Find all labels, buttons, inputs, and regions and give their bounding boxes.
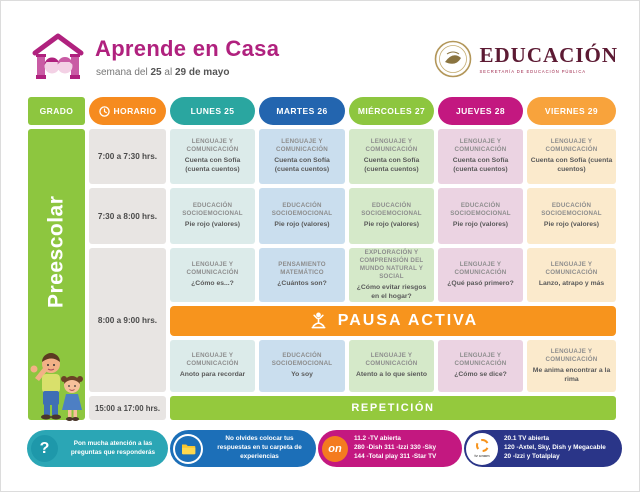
- subtitle-part: semana del: [96, 67, 151, 78]
- cell-subject: LENGUAJE Y COMUNICACIÓN: [545, 347, 598, 363]
- cell-subject: EDUCACIÓN SOCIOEMOCIONAL: [450, 202, 511, 218]
- cell-martes-800a: [259, 248, 345, 302]
- tip-questions-pill: [27, 430, 168, 467]
- cell-topic: ¿Cómo se dice?: [454, 371, 507, 379]
- horario-header: [89, 97, 166, 125]
- sep-tagline: SECRETARÍA DE EDUCACIÓN PÚBLICA: [479, 68, 586, 74]
- cell-martes-730: [259, 188, 345, 244]
- cell-topic: Yo soy: [291, 371, 313, 379]
- channel-once-lines: [348, 435, 442, 462]
- cell-lunes-730: [170, 188, 255, 244]
- channel-line: 20 -Izzi y Totalplay: [504, 452, 560, 460]
- cell-topic: Cuenta con Sofía (cuenta cuentos): [452, 157, 509, 174]
- cell-subject: LENGUAJE Y COMUNICACIÓN: [545, 261, 598, 277]
- cell-topic: ¿Cuántos son?: [277, 280, 327, 288]
- tip-folder-pill: [170, 430, 316, 467]
- cell-subject: LENGUAJE Y COMUNICACIÓN: [454, 261, 507, 277]
- sep-wordmark: EDUCACIÓN: [479, 42, 618, 67]
- cell-subject: LENGUAJE Y COMUNICACIÓN: [545, 138, 598, 154]
- channel-once-pill: [318, 430, 462, 467]
- cell-jueves-700: [438, 129, 523, 184]
- cell-topic: Cuenta con Sofía (cuenta cuentos): [530, 157, 613, 174]
- cell-martes-800b: [259, 340, 345, 392]
- sep-educacion-logo: [434, 40, 618, 78]
- cell-jueves-730: [438, 188, 523, 244]
- week-subtitle: [96, 67, 229, 78]
- cell-subject: LENGUAJE Y COMUNICACIÓN: [454, 352, 507, 368]
- cell-miercoles-730: [349, 188, 434, 244]
- day-header-miercoles: MIÉRCOLES 27: [349, 97, 434, 125]
- tip-questions-text: Pon mucha atención a las preguntas que responderás: [70, 439, 156, 456]
- once-ninos-logo: on: [322, 436, 348, 462]
- grade-column-preescolar: [28, 129, 85, 420]
- grade-name: Preescolar: [44, 195, 68, 309]
- cell-subject: LENGUAJE Y COMUNICACIÓN: [276, 138, 328, 154]
- cell-miercoles-700: [349, 129, 434, 184]
- cell-topic: Cuenta con Sofía (cuenta cuentos): [363, 157, 420, 174]
- cell-viernes-800b: [527, 340, 616, 392]
- cell-martes-700: [259, 129, 345, 184]
- cell-subject: PENSAMIENTO MATEMÁTICO: [278, 261, 326, 277]
- tv-unam-logo: [466, 433, 498, 465]
- cell-topic: Pie rojo (valores): [543, 221, 600, 229]
- cell-subject: LENGUAJE Y COMUNICACIÓN: [186, 261, 239, 277]
- cell-subject: LENGUAJE Y COMUNICACIÓN: [454, 138, 507, 154]
- cell-subject: EDUCACIÓN SOCIOEMOCIONAL: [271, 202, 333, 218]
- pausa-activa-label: PAUSA ACTIVA: [337, 312, 479, 329]
- cell-topic: Cuenta con Sofía (cuenta cuentos): [184, 157, 241, 174]
- cell-subject: LENGUAJE Y COMUNICACIÓN: [365, 352, 418, 368]
- clock-icon: [99, 106, 110, 117]
- cell-topic: ¿Qué pasó primero?: [447, 280, 514, 288]
- cell-topic: Anoto para recordar: [179, 371, 246, 379]
- day-header-viernes: VIERNES 29: [527, 97, 616, 125]
- cell-topic: Pie rojo (valores): [274, 221, 330, 229]
- cell-subject: EDUCACIÓN SOCIOEMOCIONAL: [361, 202, 422, 218]
- time-slot-730: 7:30 a 8:00 hrs.: [89, 188, 166, 244]
- tip-folder-text: No olvides colocar tus respuestas en tu carpeta de experiencias: [217, 435, 302, 460]
- time-slot-1500: 15:00 a 17:00 hrs.: [89, 396, 166, 420]
- horario-label: HORARIO: [113, 106, 157, 116]
- children-illustration: [25, 348, 89, 422]
- cell-topic: Pie rojo (valores): [363, 221, 420, 229]
- cell-miercoles-800a: [349, 248, 434, 302]
- cell-subject: LENGUAJE Y COMUNICACIÓN: [186, 352, 239, 368]
- channel-tvunam-pill: [464, 430, 622, 467]
- subtitle-date-start: 25: [150, 67, 162, 78]
- subtitle-date-end: 29 de mayo: [174, 67, 230, 78]
- cell-lunes-800b: [170, 340, 255, 392]
- channel-line: 280 -Dish 311 -Izzi 330 -Sky: [354, 444, 437, 452]
- cell-viernes-730: [527, 188, 616, 244]
- cell-topic: Lanzo, atrapo y más: [538, 280, 605, 288]
- channel-tvunam-lines: [498, 435, 612, 462]
- footer-bar: [27, 430, 622, 467]
- question-icon: ?: [31, 435, 58, 462]
- repeticion-banner: REPETICIÓN: [170, 396, 616, 420]
- day-header-martes: MARTES 26: [259, 97, 345, 125]
- cell-lunes-800a: [170, 248, 255, 302]
- pausa-activa-banner: [170, 306, 616, 336]
- cell-topic: Pie rojo (valores): [452, 221, 509, 229]
- cell-subject: EDUCACIÓN SOCIOEMOCIONAL: [541, 202, 602, 218]
- cell-jueves-800b: [438, 340, 523, 392]
- cell-topic: Me anima encontrar a la rima: [532, 366, 611, 383]
- page-title: Aprende en Casa: [95, 36, 280, 61]
- cell-viernes-800a: [527, 248, 616, 302]
- tv-unam-logo-text: tv unam: [474, 453, 490, 458]
- subtitle-part: al: [161, 67, 175, 78]
- channel-line: 20.1 TV abierta: [504, 435, 550, 443]
- cell-topic: ¿Cómo evitar riesgos en el hogar?: [356, 283, 427, 300]
- grado-header: GRADO: [28, 97, 85, 125]
- aprende-en-casa-house-icon: [30, 30, 86, 89]
- day-header-lunes: LUNES 25: [170, 97, 255, 125]
- cell-subject: LENGUAJE Y COMUNICACIÓN: [186, 138, 239, 154]
- time-slot-800: 8:00 a 9:00 hrs.: [89, 248, 166, 392]
- cell-topic: Atento a lo que siento: [356, 371, 427, 379]
- cell-subject: EXPLORACIÓN Y COMPRENSIÓN DEL MUNDO NATURAL Y SOCIAL: [359, 248, 424, 280]
- schedule-table: [28, 97, 616, 420]
- channel-line: 120 -Axtel, Sky, Dish y Megacable: [504, 444, 606, 452]
- channel-line: 11.2 -TV abierta: [354, 435, 401, 443]
- cell-topic: ¿Cómo es...?: [191, 280, 234, 288]
- day-header-jueves: JUEVES 28: [438, 97, 523, 125]
- cell-subject: LENGUAJE Y COMUNICACIÓN: [365, 138, 418, 154]
- cell-lunes-700: [170, 129, 255, 184]
- cell-miercoles-800b: [349, 340, 434, 392]
- folder-icon: [173, 434, 203, 464]
- channel-line: 144 -Total play 311 -Star TV: [354, 452, 437, 460]
- cell-topic: Cuenta con Sofía (cuenta cuentos): [274, 157, 330, 174]
- cell-subject: EDUCACIÓN SOCIOEMOCIONAL: [182, 202, 243, 218]
- cell-viernes-700: [527, 129, 616, 184]
- cell-jueves-800a: [438, 248, 523, 302]
- cell-topic: Pie rojo (valores): [184, 221, 241, 229]
- exercise-person-icon: [308, 311, 329, 331]
- sep-seal-icon: [434, 40, 472, 78]
- time-slot-700: 7:00 a 7:30 hrs.: [89, 129, 166, 184]
- cell-subject: EDUCACIÓN SOCIOEMOCIONAL: [271, 352, 333, 368]
